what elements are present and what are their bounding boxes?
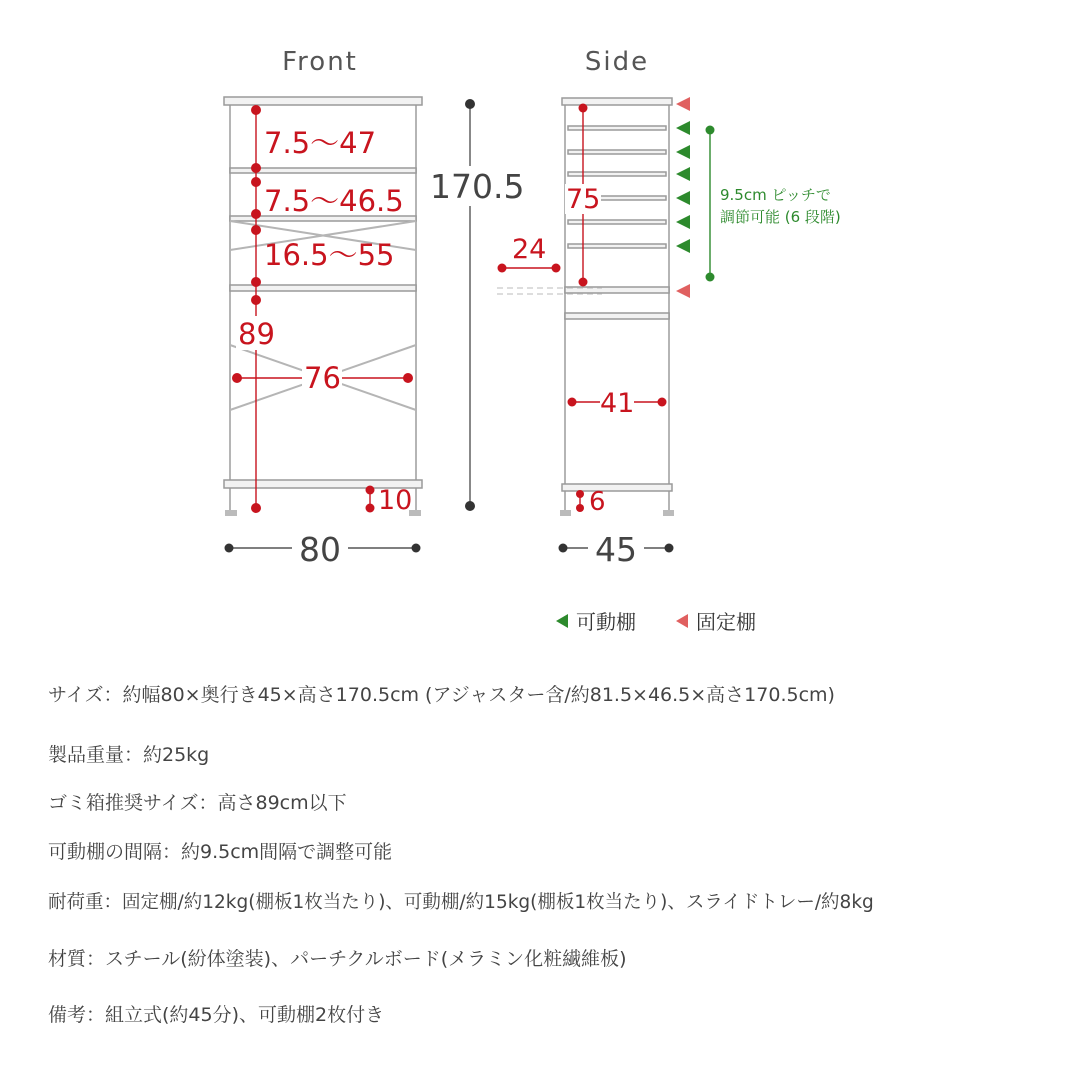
front-dim-third-gap: 16.5～55 [264,238,395,272]
spec-material: 材質：スチール(紛体塗装)、パーチクルボード(メラミン化粧繊維板) [48,948,627,970]
movable-shelf-marker-2 [676,145,690,159]
spec-shelf-interval: 可動棚の間隔：約9.5cm間隔で調整可能 [48,841,393,863]
side-overall-depth: 45 [595,530,637,569]
movable-shelf-marker-4 [676,191,690,205]
green-triangle-icon [556,614,568,628]
spec-weight: 製品重量：約25kg [48,744,210,766]
front-dim-bin-height: 89 [238,317,275,351]
spec-bin-size: ゴミ箱推奨サイズ：高さ89cm以下 [48,792,347,814]
side-dim-inner-depth: 41 [600,388,635,419]
front-dimension-lines [232,105,413,513]
front-dim-inner-width: 76 [304,361,341,395]
movable-shelf-marker-3 [676,167,690,181]
pitch-note-line1: 9.5cm ピッチで [720,186,831,204]
shelf-legend [556,606,756,635]
front-height-dimension [465,99,475,511]
movable-shelf-markers [676,121,690,253]
movable-shelf-marker-5 [676,215,690,229]
fixed-shelf-marker-lower [676,284,690,298]
movable-shelf-marker-6 [676,239,690,253]
front-dim-second-gap: 7.5～46.5 [264,184,404,218]
legend-movable-label: 可動棚 [576,610,636,634]
legend-fixed [676,606,756,635]
legend-fixed-label: 固定棚 [696,610,756,634]
red-triangle-icon [676,614,688,628]
front-dim-top-gap: 7.5～47 [264,126,377,160]
side-dim-bottom-clearance: 6 [589,487,606,517]
legend-movable [556,606,636,635]
front-overall-width: 80 [299,530,341,569]
side-rack-drawing [497,98,674,516]
movable-shelf-marker-1 [676,121,690,135]
fixed-shelf-marker-top [676,97,690,111]
adjustment-range-bracket [706,126,715,282]
front-overall-height: 170.5 [430,167,525,206]
spec-load-capacity: 耐荷重：固定棚/約12kg(棚板1枚当たり)、可動棚/約15kg(棚板1枚当たり)、スライドトレー/約8kg [48,892,874,913]
side-title: Side [584,47,650,77]
pitch-note-line2: 調節可能 (6 段階) [720,208,841,226]
front-dim-bottom-clearance: 10 [378,485,413,516]
side-dim-movable-range: 75 [566,184,601,215]
side-dimension-lines [498,104,667,513]
front-title: Front [282,47,358,77]
spec-size: サイズ：約幅80×奥行き45×高さ170.5cm (アジャスター含/約81.5×46.5×高さ170.5cm) [48,684,835,706]
spec-notes: 備考：組立式(約45分)、可動棚2枚付き [48,1004,385,1026]
side-dim-slide-tray: 24 [512,234,547,265]
